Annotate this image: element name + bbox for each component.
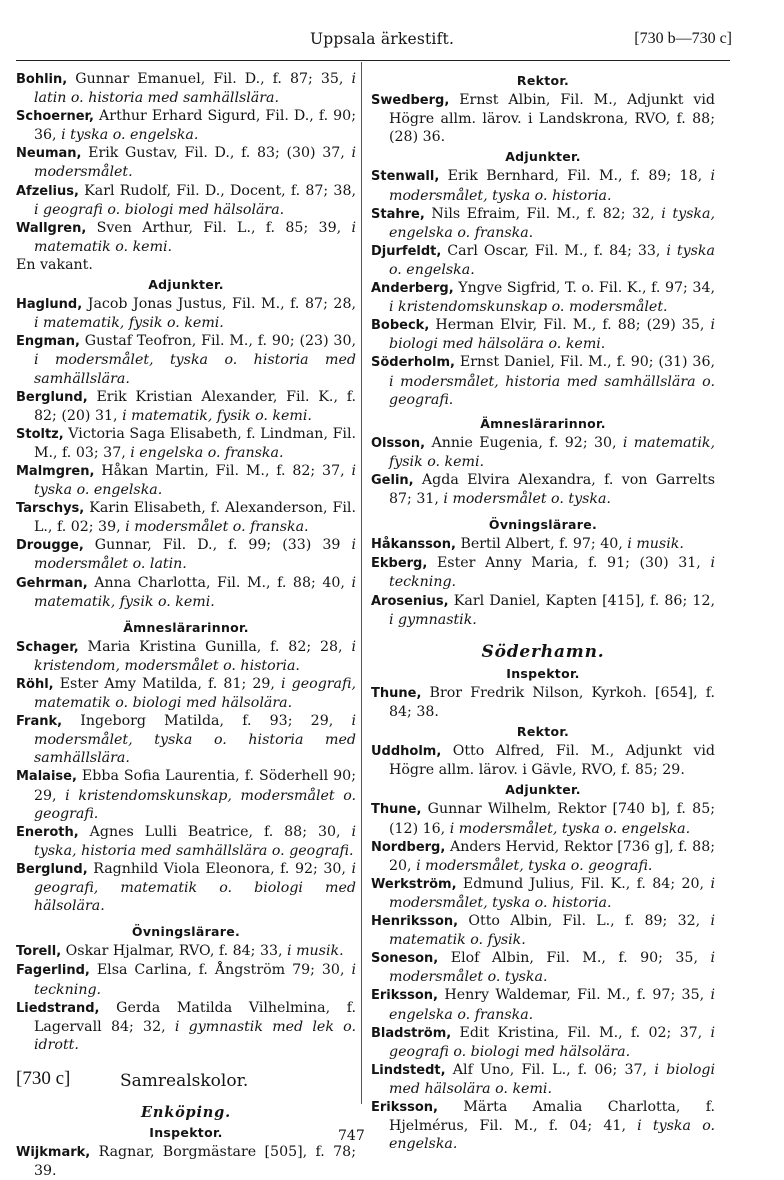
staff-name: Malaise,	[16, 769, 77, 785]
staff-subjects: i tyska o. engelska.	[61, 127, 199, 144]
staff-subjects: i gymnastik.	[389, 611, 477, 628]
staff-details: Agnes Lulli Beatrice, f. 88; 30,	[78, 823, 352, 840]
staff-entry	[371, 434, 715, 471]
staff-details: Otto Alfred, Fil. M., Adjunkt vid Högre allm. lärov. i Gävle, RVO, f. 85; 29.	[389, 743, 715, 779]
staff-subjects: i modersmålet o. tyska.	[443, 491, 611, 508]
staff-details: Elof Albin, Fil. M., f. 90; 35,	[438, 950, 711, 967]
staff-name: Djurfeldt,	[371, 243, 442, 259]
staff-subjects: i matematik, fysik o. kemi.	[34, 315, 224, 332]
staff-name: Eneroth,	[16, 824, 79, 840]
staff-name: Stenwall,	[371, 169, 440, 185]
entry-group	[16, 70, 356, 256]
section-line	[16, 1067, 356, 1100]
staff-details: Märta Amalia Charlotta, f. Hjelmérus, Fil. M., f. 04; 41,	[389, 1098, 715, 1135]
staff-details: Ingeborg Matilda, f. 93; 29,	[62, 713, 352, 730]
header-rule	[16, 60, 730, 61]
staff-entry	[16, 499, 356, 536]
staff-details: Herman Elvir, Fil. M., f. 88; (29) 35,	[429, 317, 711, 334]
staff-subjects: i engelska o. franska.	[130, 444, 284, 461]
staff-entry	[371, 1024, 715, 1061]
staff-name: Wallgren,	[16, 220, 87, 236]
entry-group	[371, 742, 715, 779]
staff-subjects: i tyska, engelska o. franska.	[389, 205, 715, 241]
staff-subjects: i modersmålet, tyska o. historia.	[389, 168, 715, 204]
page-header	[16, 28, 732, 58]
staff-subjects: i matematik, fysik o. kemi.	[389, 434, 715, 470]
staff-name: Stoltz,	[16, 426, 64, 442]
staff-details: Karin Elisabeth, f. Alexanderson, Fil. L., f. 02; 39,	[34, 500, 356, 536]
town-name: Enköping.	[141, 1103, 231, 1121]
staff-subjects: i modersmålet.	[34, 145, 356, 181]
staff-entry	[16, 144, 356, 181]
staff-details: Carl Oscar, Fil. M., f. 84; 33,	[441, 242, 667, 259]
staff-entry	[16, 712, 356, 767]
staff-subjects: i modersmålet, tyska o. historia med samhällslära.	[34, 713, 356, 767]
staff-details: Ester Amy Matilda, f. 81; 29,	[53, 676, 282, 692]
section-heading: Ämneslärarinnor.	[480, 415, 606, 431]
staff-entry	[371, 684, 715, 721]
staff-subjects: i matematik, fysik o. kemi.	[34, 574, 356, 610]
staff-subjects: i musik.	[287, 943, 344, 960]
staff-name: Fagerlind,	[16, 963, 90, 979]
staff-name: Torell,	[16, 944, 62, 960]
staff-entry	[371, 986, 715, 1023]
staff-entry	[16, 70, 356, 107]
staff-details: Annie Eugenia, f. 92; 30,	[425, 434, 623, 451]
staff-name: Wijkmark,	[16, 1145, 91, 1161]
staff-name: Thune,	[371, 685, 422, 701]
staff-details: Karl Rudolf, Fil. D., Docent, f. 87; 38,	[78, 182, 356, 199]
staff-details: Henry Waldemar, Fil. M., f. 97; 35,	[438, 987, 711, 1004]
staff-subjects: i teckning.	[34, 962, 356, 998]
staff-entry	[371, 91, 715, 146]
staff-entry	[16, 332, 356, 387]
staff-entry	[371, 1061, 715, 1098]
staff-subjects: i geografi o. biologi med hälsolära.	[34, 201, 285, 218]
staff-details: Elsa Carlina, f. Ångström 79; 30,	[89, 962, 352, 979]
staff-name: Lindstedt,	[371, 1062, 446, 1078]
staff-subjects: i latin o. historia med samhällslära.	[34, 71, 356, 107]
staff-details: Jacob Jonas Justus, Fil. M., f. 87; 28,	[82, 296, 356, 313]
staff-name: Berglund,	[16, 389, 88, 405]
entry-group	[371, 684, 715, 721]
staff-details: Ernst Daniel, Fil. M., f. 90; (31) 36,	[454, 354, 715, 371]
entry-group	[371, 167, 715, 408]
staff-details: Alf Uno, Fil. L., f. 06; 37,	[445, 1061, 655, 1078]
staff-entry	[371, 205, 715, 242]
staff-details: Otto Albin, Fil. L., f. 89; 32,	[458, 913, 711, 930]
staff-subjects: i biologi med hälsolära o. kemi.	[389, 1061, 715, 1097]
staff-entry	[371, 912, 715, 949]
staff-entry	[371, 279, 715, 316]
staff-subjects: i geografi, matematik o. biologi med hälsolära.	[34, 676, 356, 712]
staff-details: Bror Fredrik Nilson, Kyrkoh. [654], f. 84; 38.	[389, 684, 715, 720]
staff-name: Olsson,	[371, 435, 426, 451]
staff-entry	[371, 949, 715, 986]
staff-name: Håkansson,	[371, 537, 456, 553]
staff-name: Schager,	[16, 639, 79, 655]
section-heading: Ämneslärarinnor.	[123, 619, 249, 635]
section-heading: Inspektor.	[506, 665, 580, 681]
staff-details: Edmund Julius, Fil. K., f. 84; 20,	[456, 875, 711, 892]
staff-subjects: i tyska o. engelska.	[34, 462, 356, 499]
staff-subjects: i modersmålet, tyska o. historia med samhällslära.	[34, 352, 356, 387]
staff-subjects: i modersmålet, tyska o. geografi.	[416, 857, 653, 874]
section-heading: Rektor.	[516, 73, 570, 88]
header-title: Uppsala ärkestift.	[310, 30, 455, 48]
staff-name: Anderberg,	[371, 281, 454, 297]
staff-name: Henriksson,	[371, 914, 459, 930]
staff-name: Werkström,	[371, 876, 457, 892]
staff-details: Erik Bernhard, Fil. M., f. 89; 18,	[439, 168, 711, 185]
staff-details: Gunnar, Fil. D., f. 99; (33) 39	[83, 537, 352, 554]
staff-entry	[371, 316, 715, 353]
staff-details: Sven Arthur, Fil. L., f. 85; 39,	[86, 219, 352, 236]
staff-subjects: i geografi, matematik o. biologi med hälsolära.	[34, 860, 356, 915]
staff-subjects: i gymnastik med lek o. idrott.	[34, 1018, 356, 1053]
staff-details: Ester Anny Maria, f. 91; (30) 31,	[427, 555, 711, 572]
staff-entry	[16, 295, 356, 332]
staff-name: Haglund,	[16, 297, 83, 313]
staff-details: Ebba Sofia Laurentia, f. Söderhell 90; 29,	[34, 768, 356, 804]
staff-name: Ekberg,	[371, 556, 428, 572]
staff-entry	[16, 219, 356, 256]
staff-entry	[371, 471, 715, 508]
staff-name: Swedberg,	[371, 93, 450, 109]
staff-entry	[16, 860, 356, 915]
town-name: Söderhamn.	[481, 641, 605, 662]
staff-name: Thune,	[371, 802, 422, 818]
staff-name: Drougge,	[16, 538, 84, 554]
staff-subjects: i kristendomskunskap o. modersmålet.	[389, 299, 668, 316]
page-number: 747	[338, 1128, 365, 1144]
staff-name: Stahre,	[371, 206, 425, 222]
staff-entry	[16, 536, 356, 573]
staff-name: Bohlin,	[16, 72, 68, 87]
staff-details: Håkan Martin, Fil. M., f. 82; 37,	[94, 462, 352, 479]
staff-details: Ragnar, Borgmästare [505], f. 78; 39.	[34, 1144, 356, 1180]
staff-name: Neuman,	[16, 146, 82, 162]
entry-group	[16, 638, 356, 915]
staff-details: Anna Charlotta, Fil. M., f. 88; 40,	[87, 574, 352, 591]
staff-name: Röhl,	[16, 677, 54, 692]
staff-subjects: i kristendom, modersmålet o. historia.	[34, 638, 356, 674]
staff-details: Yngve Sigfrid, T. o. Fil. K., f. 97; 34,	[453, 280, 715, 297]
staff-details: Edit Kristina, Fil. M., f. 02; 37,	[451, 1024, 711, 1041]
section-heading: Adjunkter.	[505, 149, 581, 165]
staff-entry	[16, 107, 356, 144]
staff-details: Erik Gustav, Fil. D., f. 83; (30) 37,	[81, 145, 352, 162]
staff-subjects: i matematik o. fysik.	[389, 913, 715, 949]
section-heading: Inspektor.	[149, 1124, 223, 1140]
staff-subjects: i modersmålet, tyska o. engelska.	[449, 820, 691, 837]
staff-entry	[371, 554, 715, 591]
staff-entry	[16, 425, 356, 462]
staff-entry	[16, 961, 356, 998]
staff-subjects: i tyska o. engelska.	[389, 242, 715, 278]
staff-subjects: i tyska, historia med samhällslära o. geografi.	[34, 823, 356, 859]
staff-details: Gunnar Wilhelm, Rektor [740 b], f. 85; (12) 16,	[389, 801, 715, 837]
vacancy-note: En vakant.	[16, 256, 93, 273]
staff-details: Erik Kristian Alexander, Fil. K., f. 82; (20) 31,	[34, 388, 356, 424]
entry-group	[16, 1143, 356, 1180]
staff-details: Victoria Saga Elisabeth, f. Lindman, Fil. M., f. 03; 37,	[34, 425, 356, 461]
left-column	[16, 70, 356, 1180]
staff-name: Eriksson,	[371, 1099, 438, 1115]
staff-subjects: i modersmålet o. tyska.	[389, 950, 715, 986]
staff-details: Arthur Erhard Sigurd, Fil. D., f. 90; 36,	[34, 108, 356, 144]
section-heading: Övningslärare.	[488, 517, 598, 533]
staff-entry	[16, 767, 356, 822]
section-heading: Adjunkter.	[505, 782, 581, 798]
staff-details: Oskar Hjalmar, RVO, f. 84; 33,	[61, 943, 288, 960]
entry-group	[16, 942, 356, 1054]
header-reference: [730 b—730 c]	[634, 30, 732, 47]
staff-entry	[16, 388, 356, 425]
staff-name: Bladström,	[371, 1025, 452, 1041]
staff-name: Gelin,	[371, 472, 414, 488]
staff-subjects: i matematik o. kemi.	[34, 219, 356, 255]
staff-details: Ernst Albin, Fil. M., Adjunkt vid Högre allm. lärov. i Landskrona, RVO, f. 88; (28) 36.	[389, 92, 715, 146]
staff-name: Liedstrand,	[16, 1000, 100, 1016]
staff-entry	[371, 167, 715, 204]
staff-subjects: i teckning.	[389, 555, 715, 591]
staff-entry	[16, 942, 356, 961]
section-heading: Adjunkter.	[148, 277, 224, 293]
staff-details: Nils Efraim, Fil. M., f. 82; 32,	[424, 205, 662, 222]
staff-subjects: i modersmålet o. latin.	[34, 537, 356, 573]
staff-entry	[371, 838, 715, 875]
staff-subjects: i modersmålet o. franska.	[125, 519, 309, 536]
staff-name: Arosenius,	[371, 593, 449, 609]
staff-details: Gustaf Teofron, Fil. M., f. 90; (23) 30,	[79, 333, 356, 350]
entry-group	[371, 800, 715, 1153]
entry-group	[371, 535, 715, 628]
staff-entry	[16, 182, 356, 219]
staff-name: Schoerner,	[16, 109, 94, 125]
staff-details: Bertil Albert, f. 97; 40,	[455, 536, 628, 553]
staff-details: Maria Kristina Gunilla, f. 82; 28,	[78, 638, 352, 655]
staff-subjects: i modersmålet, tyska o. historia.	[389, 875, 715, 911]
staff-name: Frank,	[16, 714, 63, 730]
staff-subjects: i tyska o. engelska.	[389, 1118, 715, 1153]
staff-name: Afzelius,	[16, 183, 79, 199]
staff-name: Eriksson,	[371, 988, 438, 1004]
staff-details: Gunnar Emanuel, Fil. D., f. 87; 35,	[67, 71, 352, 87]
staff-entry	[16, 999, 356, 1054]
staff-details: Gerda Matilda Vilhelmina, f. Lagervall 84; 32,	[34, 999, 356, 1035]
staff-name: Tarschys,	[16, 501, 85, 517]
staff-details: Anders Hervid, Rektor [736 g], f. 88; 20,	[389, 838, 715, 874]
staff-subjects: i musik.	[627, 536, 684, 553]
section-heading: Rektor.	[516, 724, 570, 740]
staff-entry	[16, 823, 356, 860]
staff-subjects: i geografi o. biologi med hälsolära.	[389, 1024, 715, 1060]
staff-name: Bobeck,	[371, 318, 430, 334]
staff-subjects: i modersmålet, historia med samhällslära o. geografi.	[389, 373, 715, 408]
staff-entry	[371, 353, 715, 408]
section-title: Samrealskolor.	[120, 1070, 249, 1091]
staff-name: Nordberg,	[371, 839, 446, 855]
staff-subjects: i kristendomskunskap, modersmålet o. geografi.	[34, 787, 356, 822]
staff-name: Soneson,	[371, 951, 439, 967]
staff-entry	[16, 462, 356, 499]
staff-name: Gehrman,	[16, 575, 88, 591]
staff-name: Berglund,	[16, 861, 88, 877]
entry-group	[16, 295, 356, 611]
staff-entry	[371, 242, 715, 279]
staff-entry	[371, 1098, 715, 1153]
staff-name: Engman,	[16, 334, 80, 350]
staff-details: Karl Daniel, Kapten [415], f. 86; 12,	[448, 592, 715, 609]
section-reference: [730 c]	[16, 1067, 71, 1089]
staff-subjects: i biologi med hälsolära o. kemi.	[389, 317, 715, 353]
section-heading: Övningslärare.	[131, 924, 241, 940]
staff-entry	[16, 638, 356, 675]
staff-entry	[371, 742, 715, 779]
staff-name: Malmgren,	[16, 463, 95, 479]
staff-entry	[16, 574, 356, 611]
staff-entry	[371, 800, 715, 837]
staff-entry	[371, 592, 715, 629]
staff-name: Söderholm,	[371, 355, 455, 371]
staff-entry	[371, 875, 715, 912]
staff-subjects: i engelska o. franska.	[389, 987, 715, 1023]
staff-entry	[371, 535, 715, 554]
entry-group	[371, 91, 715, 146]
staff-entry	[16, 675, 356, 712]
staff-subjects: i matematik, fysik o. kemi.	[122, 407, 312, 424]
right-column	[371, 70, 715, 1153]
staff-entry	[16, 1143, 356, 1180]
entry-group	[371, 434, 715, 508]
staff-name: Uddholm,	[371, 744, 442, 760]
staff-details: Agda Elvira Alexandra, f. von Garrelts 87; 31,	[389, 471, 715, 508]
column-divider	[361, 62, 362, 1104]
staff-details: Ragnhild Viola Eleonora, f. 92; 30,	[87, 860, 352, 877]
